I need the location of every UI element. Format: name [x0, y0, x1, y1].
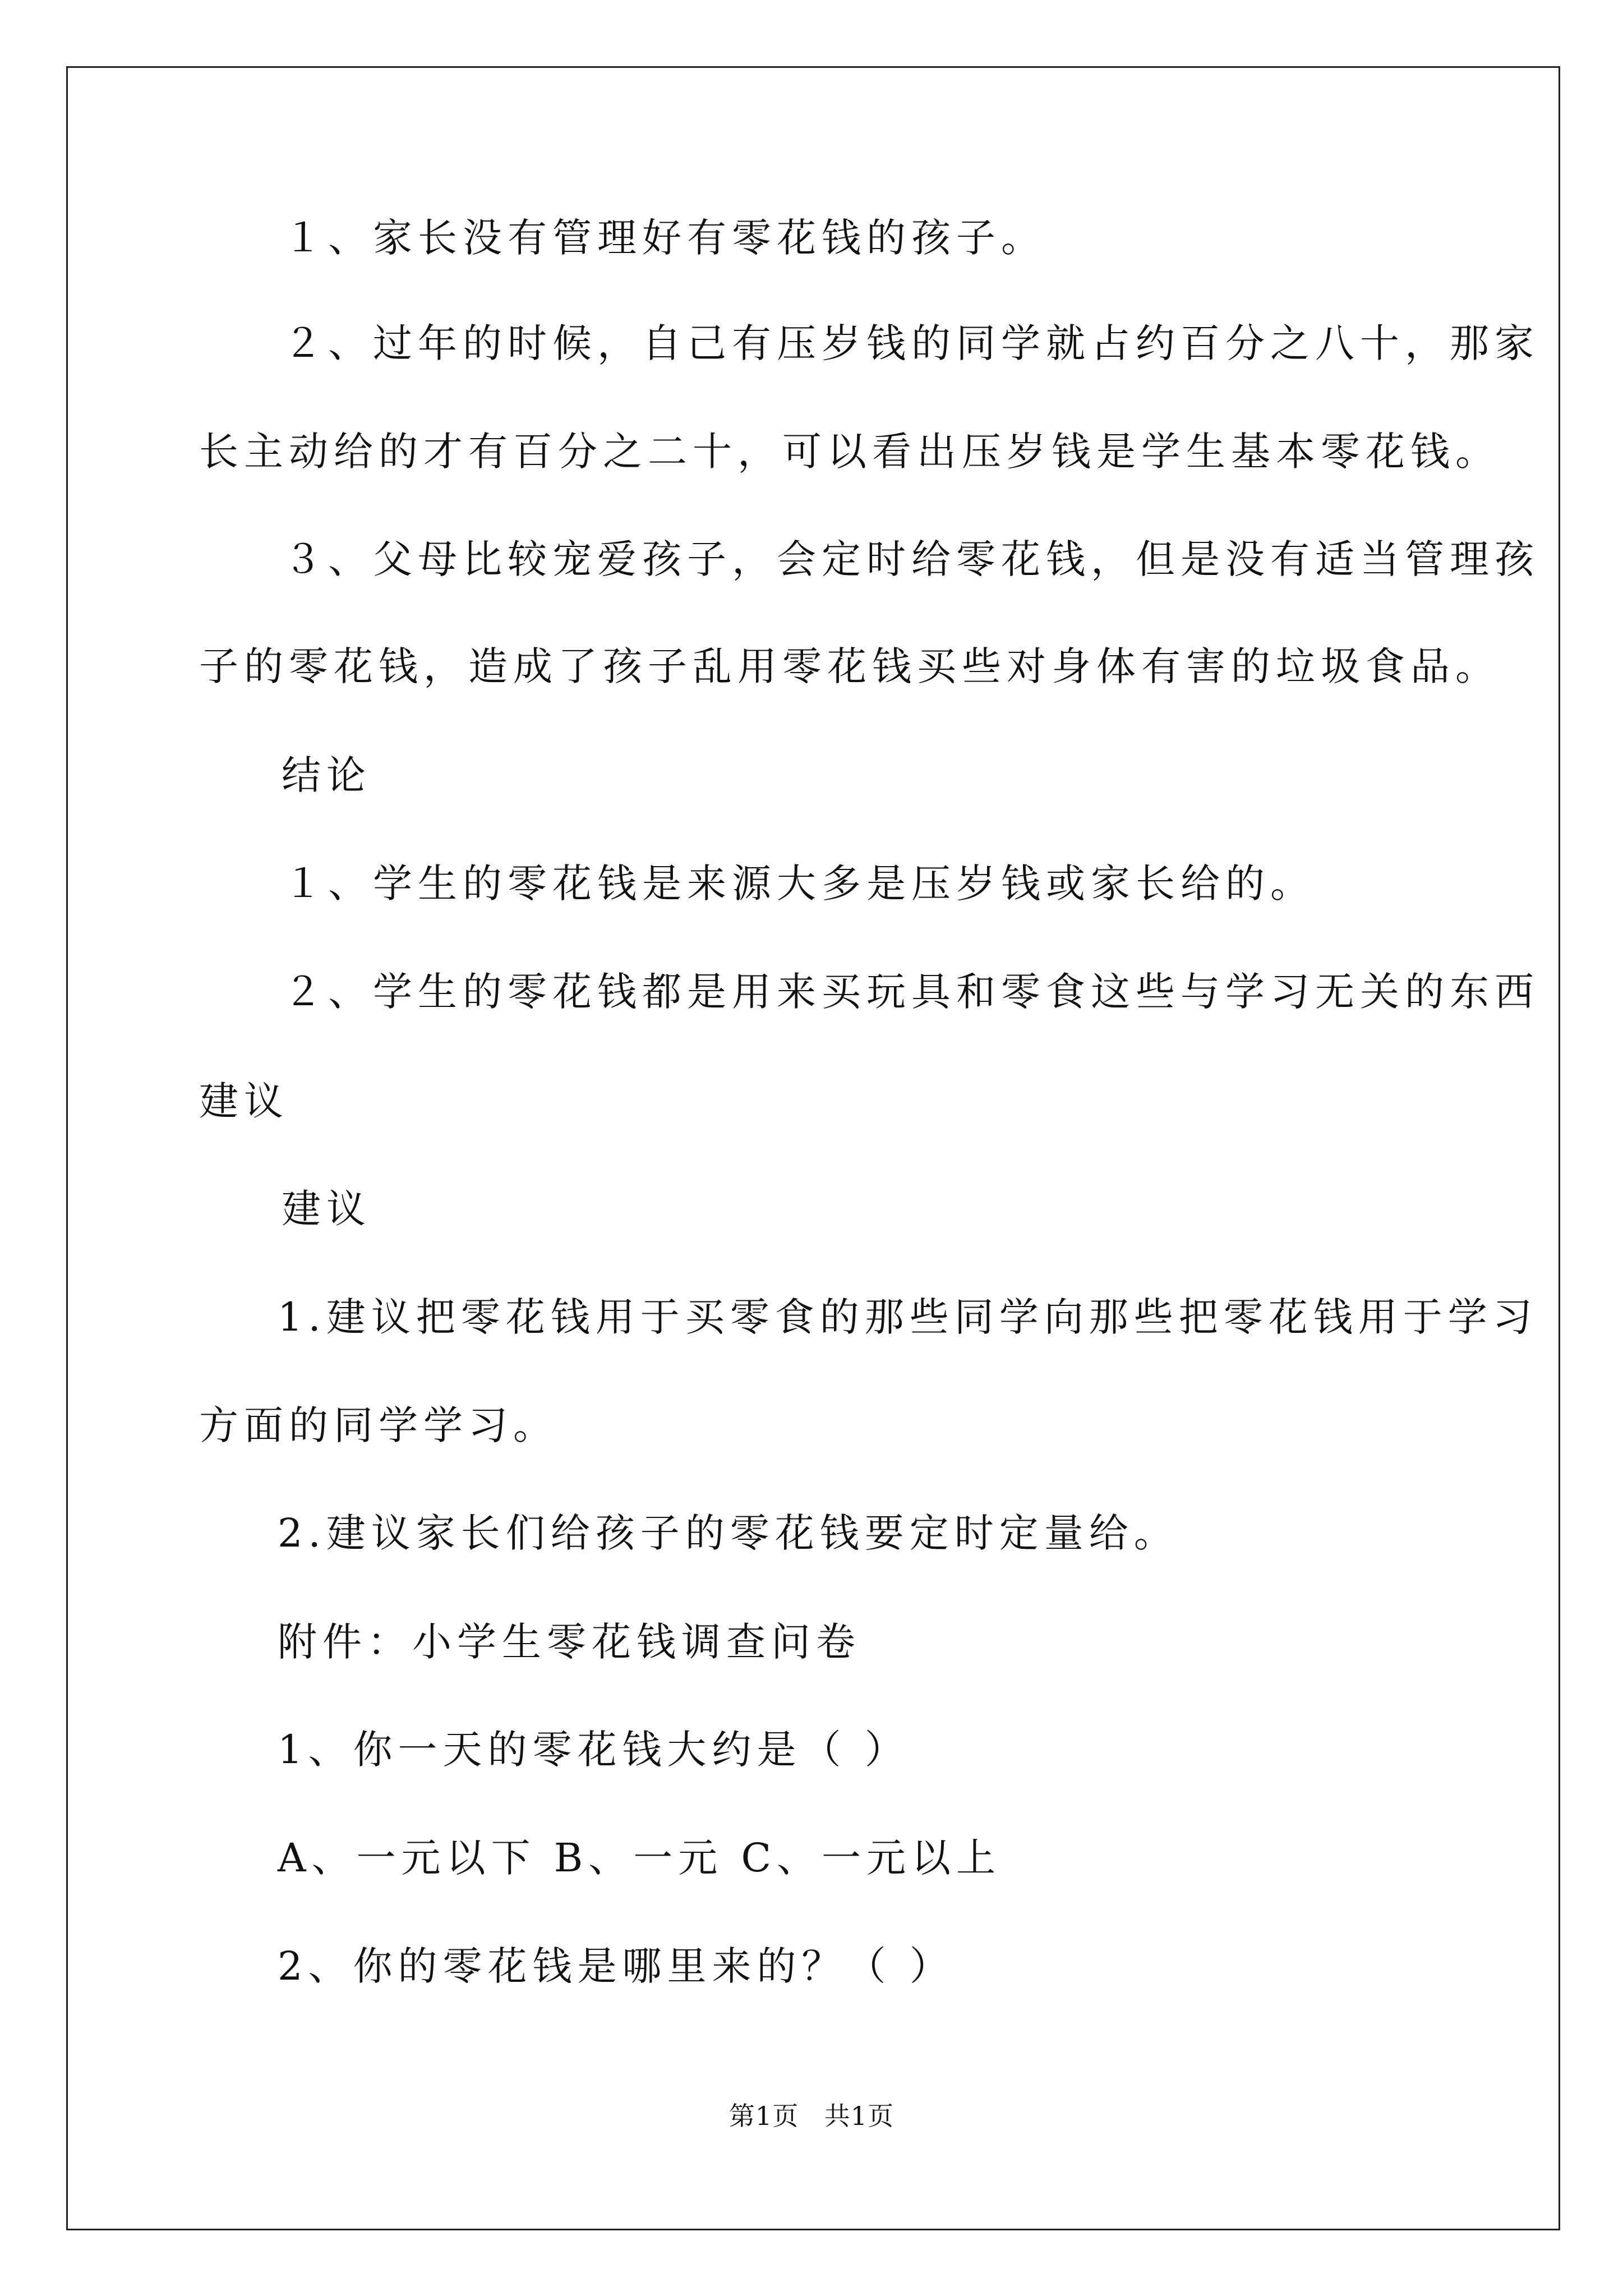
- paragraph-line: ３、父母比较宠爱孩子，会定时给零花钱，但是没有适当管理孩: [283, 536, 1539, 582]
- section-heading: 结论: [282, 752, 371, 798]
- paragraph-line: 建议: [199, 1078, 289, 1124]
- appendix-heading: 附件：小学生零花钱调查问卷: [278, 1619, 861, 1665]
- question-line: 1、你一天的零花钱大约是（ ）: [278, 1727, 910, 1773]
- paragraph-line: 2.建议家长们给孩子的零花钱要定时定量给。: [278, 1510, 1179, 1556]
- paragraph-line: 1.建议把零花钱用于买零食的那些同学向那些把零花钱用于学习: [278, 1294, 1538, 1340]
- paragraph-line: 子的零花钱，造成了孩子乱用零花钱买些对身体有害的垃圾食品。: [199, 643, 1500, 689]
- section-heading: 建议: [282, 1186, 371, 1232]
- question-line: 2、你的零花钱是哪里来的？（ ）: [278, 1943, 955, 1989]
- page-footer: 第1页 共1页: [728, 2101, 895, 2131]
- paragraph-line: 长主动给的才有百分之二十，可以看出压岁钱是学生基本零花钱。: [199, 429, 1500, 475]
- paragraph-line: １、家长没有管理好有零花钱的孩子。: [283, 215, 1046, 261]
- paragraph-line: ２、学生的零花钱都是用来买玩具和零食这些与学习无关的东西: [283, 969, 1539, 1015]
- paragraph-line: ２、过年的时候，自己有压岁钱的同学就占约百分之八十，那家: [283, 320, 1539, 366]
- paragraph-line: 方面的同学学习。: [199, 1402, 558, 1448]
- page-border: [66, 66, 1560, 2230]
- paragraph-line: １、学生的零花钱是来源大多是压岁钱或家长给的。: [283, 861, 1315, 907]
- options-line: A、一元以下 B、一元 C、一元以上: [278, 1835, 1002, 1881]
